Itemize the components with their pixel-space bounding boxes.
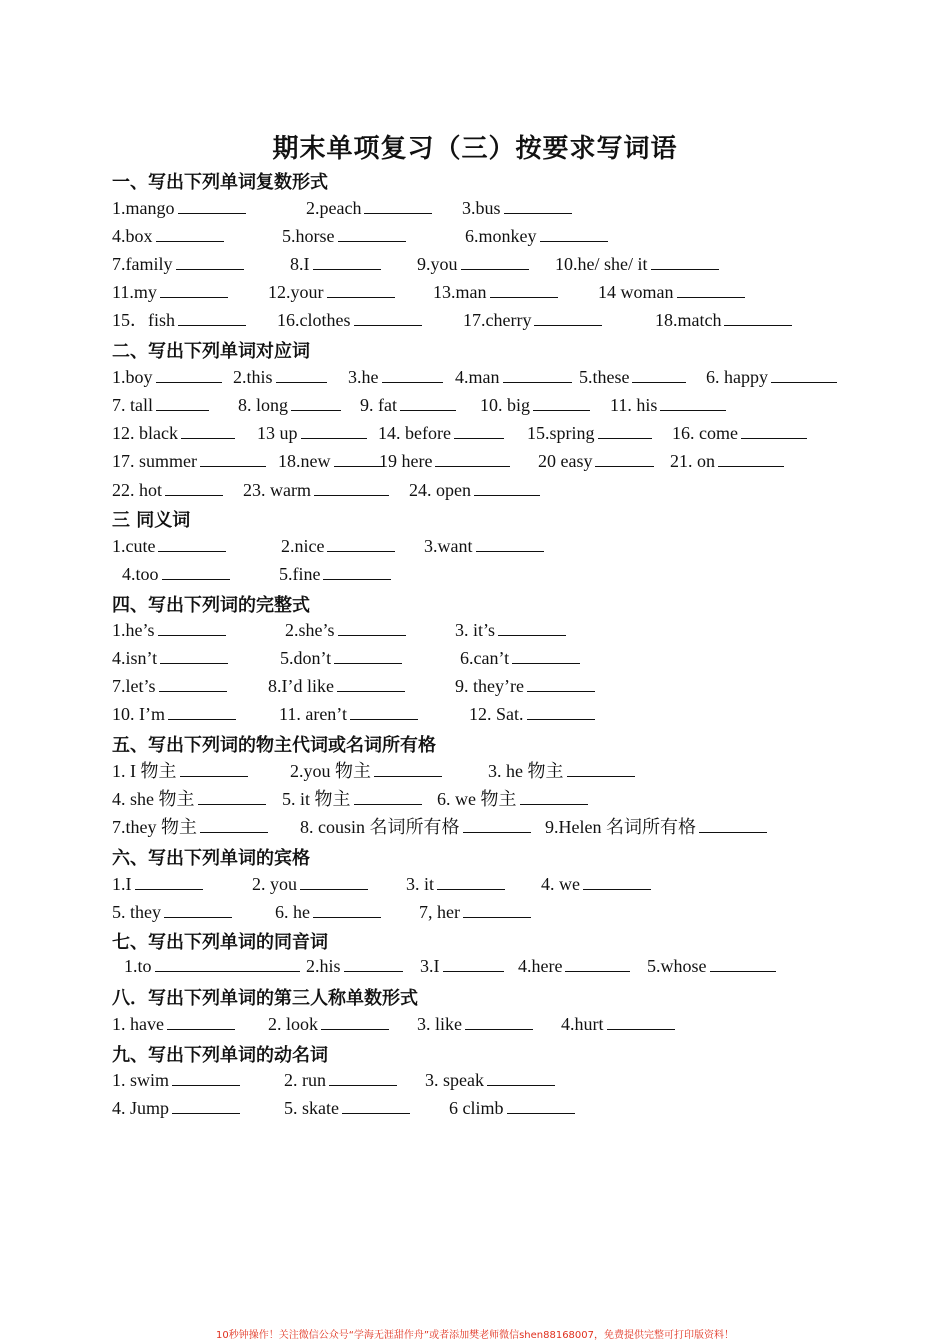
exercise-label: 5. they bbox=[112, 902, 161, 922]
answer-blank[interactable] bbox=[156, 394, 209, 411]
answer-blank[interactable] bbox=[465, 1013, 533, 1030]
exercise-label: 5. it 物主 bbox=[282, 789, 351, 809]
exercise-label: 14 woman bbox=[598, 282, 674, 302]
answer-blank[interactable] bbox=[504, 197, 572, 214]
exercise-label: 5.fine bbox=[279, 564, 321, 584]
page-title: 期末单项复习（三）按要求写词语 bbox=[272, 134, 678, 164]
exercise-label: 5.don’t bbox=[280, 648, 332, 668]
section-heading: 八．写出下列单词的第三人称单数形式 bbox=[112, 988, 418, 1009]
exercise-label: 4.hurt bbox=[561, 1014, 604, 1034]
answer-blank[interactable] bbox=[677, 281, 745, 298]
exercise-item bbox=[282, 788, 422, 810]
exercise-item bbox=[306, 197, 432, 219]
exercise-item bbox=[465, 225, 608, 247]
exercise-label: 17.cherry bbox=[463, 310, 532, 330]
answer-blank[interactable] bbox=[158, 535, 226, 552]
exercise-item bbox=[449, 1097, 575, 1119]
exercise-item bbox=[281, 535, 395, 557]
answer-blank[interactable] bbox=[651, 253, 719, 270]
answer-blank[interactable] bbox=[443, 955, 504, 972]
exercise-label: 10.he/ she/ it bbox=[555, 254, 648, 274]
section-heading: 三 同义词 bbox=[112, 510, 191, 531]
exercise-item bbox=[290, 253, 381, 275]
exercise-item bbox=[122, 563, 230, 585]
exercise-item bbox=[300, 816, 531, 838]
answer-blank[interactable] bbox=[178, 197, 246, 214]
exercise-label: 9.you bbox=[417, 254, 458, 274]
exercise-label: 2.his bbox=[306, 956, 341, 976]
answer-blank[interactable] bbox=[567, 760, 635, 777]
exercise-label: 1.I bbox=[112, 874, 132, 894]
answer-blank[interactable] bbox=[158, 619, 226, 636]
exercise-item bbox=[469, 703, 595, 725]
answer-blank[interactable] bbox=[198, 788, 266, 805]
exercise-item bbox=[480, 394, 590, 416]
exercise-item bbox=[112, 422, 235, 444]
exercise-label: 9.Helen 名词所有格 bbox=[545, 817, 696, 837]
exercise-item bbox=[112, 901, 232, 923]
exercise-label: 4.man bbox=[455, 367, 500, 387]
exercise-item bbox=[282, 225, 406, 247]
exercise-item bbox=[112, 703, 236, 725]
exercise-label: 3.bus bbox=[462, 198, 501, 218]
answer-blank[interactable] bbox=[503, 366, 572, 383]
exercise-item bbox=[306, 955, 403, 977]
answer-blank[interactable] bbox=[167, 1013, 235, 1030]
exercise-item bbox=[112, 535, 226, 557]
exercise-label: 14. before bbox=[378, 423, 451, 443]
answer-blank[interactable] bbox=[632, 366, 686, 383]
exercise-label: 9. fat bbox=[360, 395, 397, 415]
exercise-label: 16. come bbox=[672, 423, 738, 443]
exercise-label: 12.your bbox=[268, 282, 324, 302]
section-heading: 七、写出下列单词的同音词 bbox=[112, 932, 328, 953]
answer-blank[interactable] bbox=[476, 535, 544, 552]
answer-blank[interactable] bbox=[329, 1069, 397, 1086]
exercise-item bbox=[279, 563, 391, 585]
answer-blank[interactable] bbox=[507, 1097, 575, 1114]
answer-blank[interactable] bbox=[490, 281, 558, 298]
exercise-item bbox=[278, 450, 384, 472]
answer-blank[interactable] bbox=[162, 563, 230, 580]
answer-blank[interactable] bbox=[595, 450, 654, 467]
answer-blank[interactable] bbox=[342, 1097, 410, 1114]
exercise-item bbox=[348, 366, 443, 388]
exercise-label: 21. on bbox=[670, 451, 715, 471]
answer-blank[interactable] bbox=[350, 703, 418, 720]
exercise-item bbox=[647, 955, 776, 977]
exercise-item bbox=[460, 647, 580, 669]
answer-blank[interactable] bbox=[313, 901, 381, 918]
exercise-label: 10. big bbox=[480, 395, 531, 415]
answer-blank[interactable] bbox=[176, 253, 244, 270]
exercise-item bbox=[455, 619, 566, 641]
exercise-item bbox=[462, 197, 572, 219]
exercise-label: 4.box bbox=[112, 226, 153, 246]
exercise-label: 4. we bbox=[541, 874, 580, 894]
exercise-label: 12. black bbox=[112, 423, 178, 443]
section-heading: 二、写出下列单词对应词 bbox=[112, 341, 310, 362]
answer-blank[interactable] bbox=[540, 225, 608, 242]
answer-blank[interactable] bbox=[156, 366, 222, 383]
answer-blank[interactable] bbox=[164, 901, 232, 918]
exercise-label: 6. we 物主 bbox=[437, 789, 517, 809]
answer-blank[interactable] bbox=[323, 563, 391, 580]
exercise-label: 6. happy bbox=[706, 367, 768, 387]
exercise-label: 23. warm bbox=[243, 480, 311, 500]
exercise-item bbox=[277, 309, 422, 331]
exercise-label: 7. tall bbox=[112, 395, 153, 415]
answer-blank[interactable] bbox=[314, 479, 389, 496]
exercise-label: 6.can’t bbox=[460, 648, 510, 668]
answer-blank[interactable] bbox=[527, 675, 595, 692]
exercise-item bbox=[518, 955, 630, 977]
exercise-item bbox=[455, 366, 572, 388]
exercise-label: 24. open bbox=[409, 480, 471, 500]
exercise-item bbox=[284, 1097, 410, 1119]
answer-blank[interactable] bbox=[300, 873, 368, 890]
exercise-label: 18.new bbox=[278, 451, 331, 471]
exercise-label: 13 up bbox=[257, 423, 298, 443]
exercise-item bbox=[268, 675, 405, 697]
answer-blank[interactable] bbox=[771, 366, 837, 383]
answer-blank[interactable] bbox=[338, 619, 406, 636]
section-heading: 四、写出下列词的完整式 bbox=[112, 595, 310, 616]
exercise-label: 1.mango bbox=[112, 198, 175, 218]
exercise-item bbox=[610, 394, 726, 416]
exercise-item bbox=[112, 394, 209, 416]
exercise-label: 3. it bbox=[406, 874, 435, 894]
exercise-item bbox=[360, 394, 456, 416]
exercise-label: 6 climb bbox=[449, 1098, 504, 1118]
answer-blank[interactable] bbox=[160, 281, 228, 298]
exercise-item bbox=[112, 760, 248, 782]
answer-blank[interactable] bbox=[334, 450, 384, 467]
exercise-item bbox=[598, 281, 745, 303]
answer-blank[interactable] bbox=[165, 479, 223, 496]
answer-blank[interactable] bbox=[598, 422, 652, 439]
exercise-item bbox=[280, 647, 402, 669]
exercise-item bbox=[455, 675, 595, 697]
exercise-label: 1.boy bbox=[112, 367, 153, 387]
exercise-label: 3.I bbox=[420, 956, 440, 976]
exercise-item bbox=[527, 422, 652, 444]
exercise-label: 18.match bbox=[655, 310, 722, 330]
exercise-label: 5. skate bbox=[284, 1098, 339, 1118]
answer-blank[interactable] bbox=[344, 955, 403, 972]
answer-blank[interactable] bbox=[699, 816, 767, 833]
exercise-label: 11. his bbox=[610, 395, 658, 415]
exercise-item bbox=[112, 1069, 240, 1091]
exercise-item bbox=[285, 619, 406, 641]
exercise-label: 1.cute bbox=[112, 536, 156, 556]
exercise-label: 1. I 物主 bbox=[112, 761, 177, 781]
exercise-label: 9. they’re bbox=[455, 676, 524, 696]
exercise-item bbox=[406, 873, 505, 895]
answer-blank[interactable] bbox=[327, 281, 395, 298]
answer-blank[interactable] bbox=[512, 647, 580, 664]
exercise-item bbox=[706, 366, 837, 388]
exercise-item bbox=[112, 281, 228, 303]
exercise-label: 4.too bbox=[122, 564, 159, 584]
exercise-label: 5.whose bbox=[647, 956, 707, 976]
footer-note: 10秒钟操作！关注微信公众号“学海无涯甜作舟”或者添加樊老师微信shen88168007，免费提供完整可打印版资料！ bbox=[215, 1330, 735, 1341]
exercise-item bbox=[541, 873, 651, 895]
exercise-label: 5.these bbox=[579, 367, 630, 387]
exercise-label: 2. you bbox=[252, 874, 297, 894]
answer-blank[interactable] bbox=[338, 225, 406, 242]
answer-blank[interactable] bbox=[172, 1069, 240, 1086]
answer-blank[interactable] bbox=[337, 675, 405, 692]
exercise-item bbox=[378, 422, 504, 444]
exercise-item bbox=[243, 479, 389, 501]
answer-blank[interactable] bbox=[334, 647, 402, 664]
answer-blank[interactable] bbox=[178, 309, 246, 326]
exercise-label: 2. run bbox=[284, 1070, 326, 1090]
exercise-label: 2.nice bbox=[281, 536, 325, 556]
answer-blank[interactable] bbox=[400, 394, 456, 411]
exercise-item bbox=[112, 253, 244, 275]
exercise-item bbox=[268, 281, 395, 303]
answer-blank[interactable] bbox=[487, 1069, 555, 1086]
exercise-label: 10. I’m bbox=[112, 704, 165, 724]
exercise-item bbox=[238, 394, 341, 416]
exercise-item bbox=[417, 253, 529, 275]
exercise-label: 11. aren’t bbox=[279, 704, 347, 724]
exercise-item bbox=[124, 955, 300, 977]
exercise-item bbox=[419, 901, 531, 923]
exercise-label: 7.let’s bbox=[112, 676, 156, 696]
exercise-item bbox=[112, 788, 266, 810]
exercise-label: 15．fish bbox=[112, 310, 175, 330]
answer-blank[interactable] bbox=[435, 450, 510, 467]
answer-blank[interactable] bbox=[321, 1013, 389, 1030]
exercise-item bbox=[112, 675, 227, 697]
exercise-item bbox=[561, 1013, 675, 1035]
answer-blank[interactable] bbox=[382, 366, 443, 383]
exercise-item bbox=[112, 619, 226, 641]
exercise-item bbox=[284, 1069, 397, 1091]
exercise-item bbox=[555, 253, 719, 275]
exercise-label: 1.to bbox=[124, 956, 152, 976]
answer-blank[interactable] bbox=[520, 788, 588, 805]
answer-blank[interactable] bbox=[156, 225, 224, 242]
answer-blank[interactable] bbox=[534, 309, 602, 326]
exercise-item bbox=[655, 309, 792, 331]
answer-blank[interactable] bbox=[160, 647, 228, 664]
exercise-label: 4. Jump bbox=[112, 1098, 170, 1118]
exercise-label: 8.I’d like bbox=[268, 676, 334, 696]
exercise-label: 4.isn’t bbox=[112, 648, 158, 668]
section-heading: 五、写出下列词的物主代词或名词所有格 bbox=[112, 735, 436, 756]
exercise-label: 8. long bbox=[238, 395, 289, 415]
exercise-label: 13.man bbox=[433, 282, 487, 302]
answer-blank[interactable] bbox=[313, 253, 381, 270]
exercise-item bbox=[545, 816, 767, 838]
exercise-label: 11.my bbox=[112, 282, 157, 302]
answer-blank[interactable] bbox=[168, 703, 236, 720]
answer-blank[interactable] bbox=[437, 873, 505, 890]
answer-blank[interactable] bbox=[710, 955, 776, 972]
answer-blank[interactable] bbox=[565, 955, 630, 972]
exercise-label: 4.here bbox=[518, 956, 563, 976]
answer-blank[interactable] bbox=[354, 309, 422, 326]
exercise-label: 1.he’s bbox=[112, 620, 155, 640]
exercise-item bbox=[112, 647, 228, 669]
answer-blank[interactable] bbox=[364, 197, 432, 214]
exercise-item bbox=[112, 450, 266, 472]
answer-blank[interactable] bbox=[354, 788, 422, 805]
exercise-item bbox=[538, 450, 654, 472]
exercise-item bbox=[112, 816, 268, 838]
exercise-item bbox=[433, 281, 558, 303]
exercise-label: 16.clothes bbox=[277, 310, 351, 330]
exercise-item bbox=[268, 1013, 389, 1035]
exercise-label: 1. swim bbox=[112, 1070, 170, 1090]
answer-blank[interactable] bbox=[741, 422, 807, 439]
exercise-label: 17. summer bbox=[112, 451, 197, 471]
exercise-label: 5.horse bbox=[282, 226, 335, 246]
exercise-item bbox=[112, 225, 224, 247]
exercise-label: 20 easy bbox=[538, 451, 593, 471]
exercise-item bbox=[670, 450, 784, 472]
answer-blank[interactable] bbox=[301, 422, 367, 439]
exercise-item bbox=[252, 873, 368, 895]
answer-blank[interactable] bbox=[200, 450, 266, 467]
answer-blank[interactable] bbox=[276, 366, 327, 383]
answer-blank[interactable] bbox=[718, 450, 784, 467]
exercise-item bbox=[437, 788, 588, 810]
exercise-item bbox=[112, 1013, 235, 1035]
answer-blank[interactable] bbox=[474, 479, 540, 496]
answer-blank[interactable] bbox=[533, 394, 590, 411]
exercise-label: 2.you 物主 bbox=[290, 761, 371, 781]
exercise-label: 7.they 物主 bbox=[112, 817, 197, 837]
exercise-label: 6.monkey bbox=[465, 226, 537, 246]
exercise-label: 3.want bbox=[424, 536, 473, 556]
exercise-item bbox=[279, 703, 418, 725]
answer-blank[interactable] bbox=[583, 873, 651, 890]
answer-blank[interactable] bbox=[181, 422, 235, 439]
answer-blank[interactable] bbox=[498, 619, 566, 636]
answer-blank[interactable] bbox=[291, 394, 341, 411]
exercise-label: 7.family bbox=[112, 254, 173, 274]
answer-blank[interactable] bbox=[200, 816, 268, 833]
answer-blank[interactable] bbox=[172, 1097, 240, 1114]
exercise-label: 1. have bbox=[112, 1014, 164, 1034]
exercise-item bbox=[112, 1097, 240, 1119]
exercise-label: 7, her bbox=[419, 902, 460, 922]
answer-blank[interactable] bbox=[155, 955, 300, 972]
answer-blank[interactable] bbox=[660, 394, 726, 411]
answer-blank[interactable] bbox=[180, 760, 248, 777]
exercise-item bbox=[112, 479, 223, 501]
answer-blank[interactable] bbox=[454, 422, 504, 439]
exercise-label: 22. hot bbox=[112, 480, 163, 500]
exercise-item bbox=[379, 450, 510, 472]
exercise-label: 3. it’s bbox=[455, 620, 496, 640]
exercise-item bbox=[275, 901, 381, 923]
exercise-label: 3. speak bbox=[425, 1070, 484, 1090]
answer-blank[interactable] bbox=[374, 760, 442, 777]
exercise-label: 3. like bbox=[417, 1014, 462, 1034]
exercise-item bbox=[424, 535, 544, 557]
answer-blank[interactable] bbox=[527, 703, 595, 720]
exercise-item bbox=[112, 873, 203, 895]
exercise-item bbox=[112, 197, 246, 219]
exercise-item bbox=[233, 366, 327, 388]
exercise-label: 3.he bbox=[348, 367, 379, 387]
exercise-item bbox=[112, 366, 222, 388]
answer-blank[interactable] bbox=[461, 253, 529, 270]
exercise-label: 2.this bbox=[233, 367, 273, 387]
exercise-item bbox=[488, 760, 635, 782]
exercise-item bbox=[290, 760, 442, 782]
exercise-label: 12. Sat. bbox=[469, 704, 524, 724]
exercise-item bbox=[417, 1013, 533, 1035]
exercise-label: 6. he bbox=[275, 902, 310, 922]
exercise-item bbox=[257, 422, 367, 444]
exercise-label: 8. cousin 名词所有格 bbox=[300, 817, 460, 837]
answer-blank[interactable] bbox=[135, 873, 203, 890]
exercise-label: 2.peach bbox=[306, 198, 362, 218]
answer-blank[interactable] bbox=[327, 535, 395, 552]
answer-blank[interactable] bbox=[607, 1013, 675, 1030]
answer-blank[interactable] bbox=[159, 675, 227, 692]
exercise-label: 15.spring bbox=[527, 423, 595, 443]
exercise-item bbox=[425, 1069, 555, 1091]
exercise-item bbox=[463, 309, 602, 331]
section-heading: 六、写出下列单词的宾格 bbox=[112, 848, 310, 869]
exercise-item bbox=[409, 479, 540, 501]
exercise-label: 4. she 物主 bbox=[112, 789, 195, 809]
exercise-item bbox=[579, 366, 686, 388]
exercise-label: 2.she’s bbox=[285, 620, 335, 640]
answer-blank[interactable] bbox=[463, 816, 531, 833]
exercise-item bbox=[112, 309, 246, 331]
exercise-label: 19 here bbox=[379, 451, 433, 471]
exercise-item bbox=[672, 422, 807, 444]
exercise-label: 2. look bbox=[268, 1014, 319, 1034]
exercise-label: 8.I bbox=[290, 254, 310, 274]
section-heading: 九、写出下列单词的动名词 bbox=[112, 1045, 328, 1066]
answer-blank[interactable] bbox=[724, 309, 792, 326]
section-heading: 一、写出下列单词复数形式 bbox=[112, 172, 328, 193]
answer-blank[interactable] bbox=[463, 901, 531, 918]
exercise-item bbox=[420, 955, 504, 977]
exercise-label: 3. he 物主 bbox=[488, 761, 564, 781]
